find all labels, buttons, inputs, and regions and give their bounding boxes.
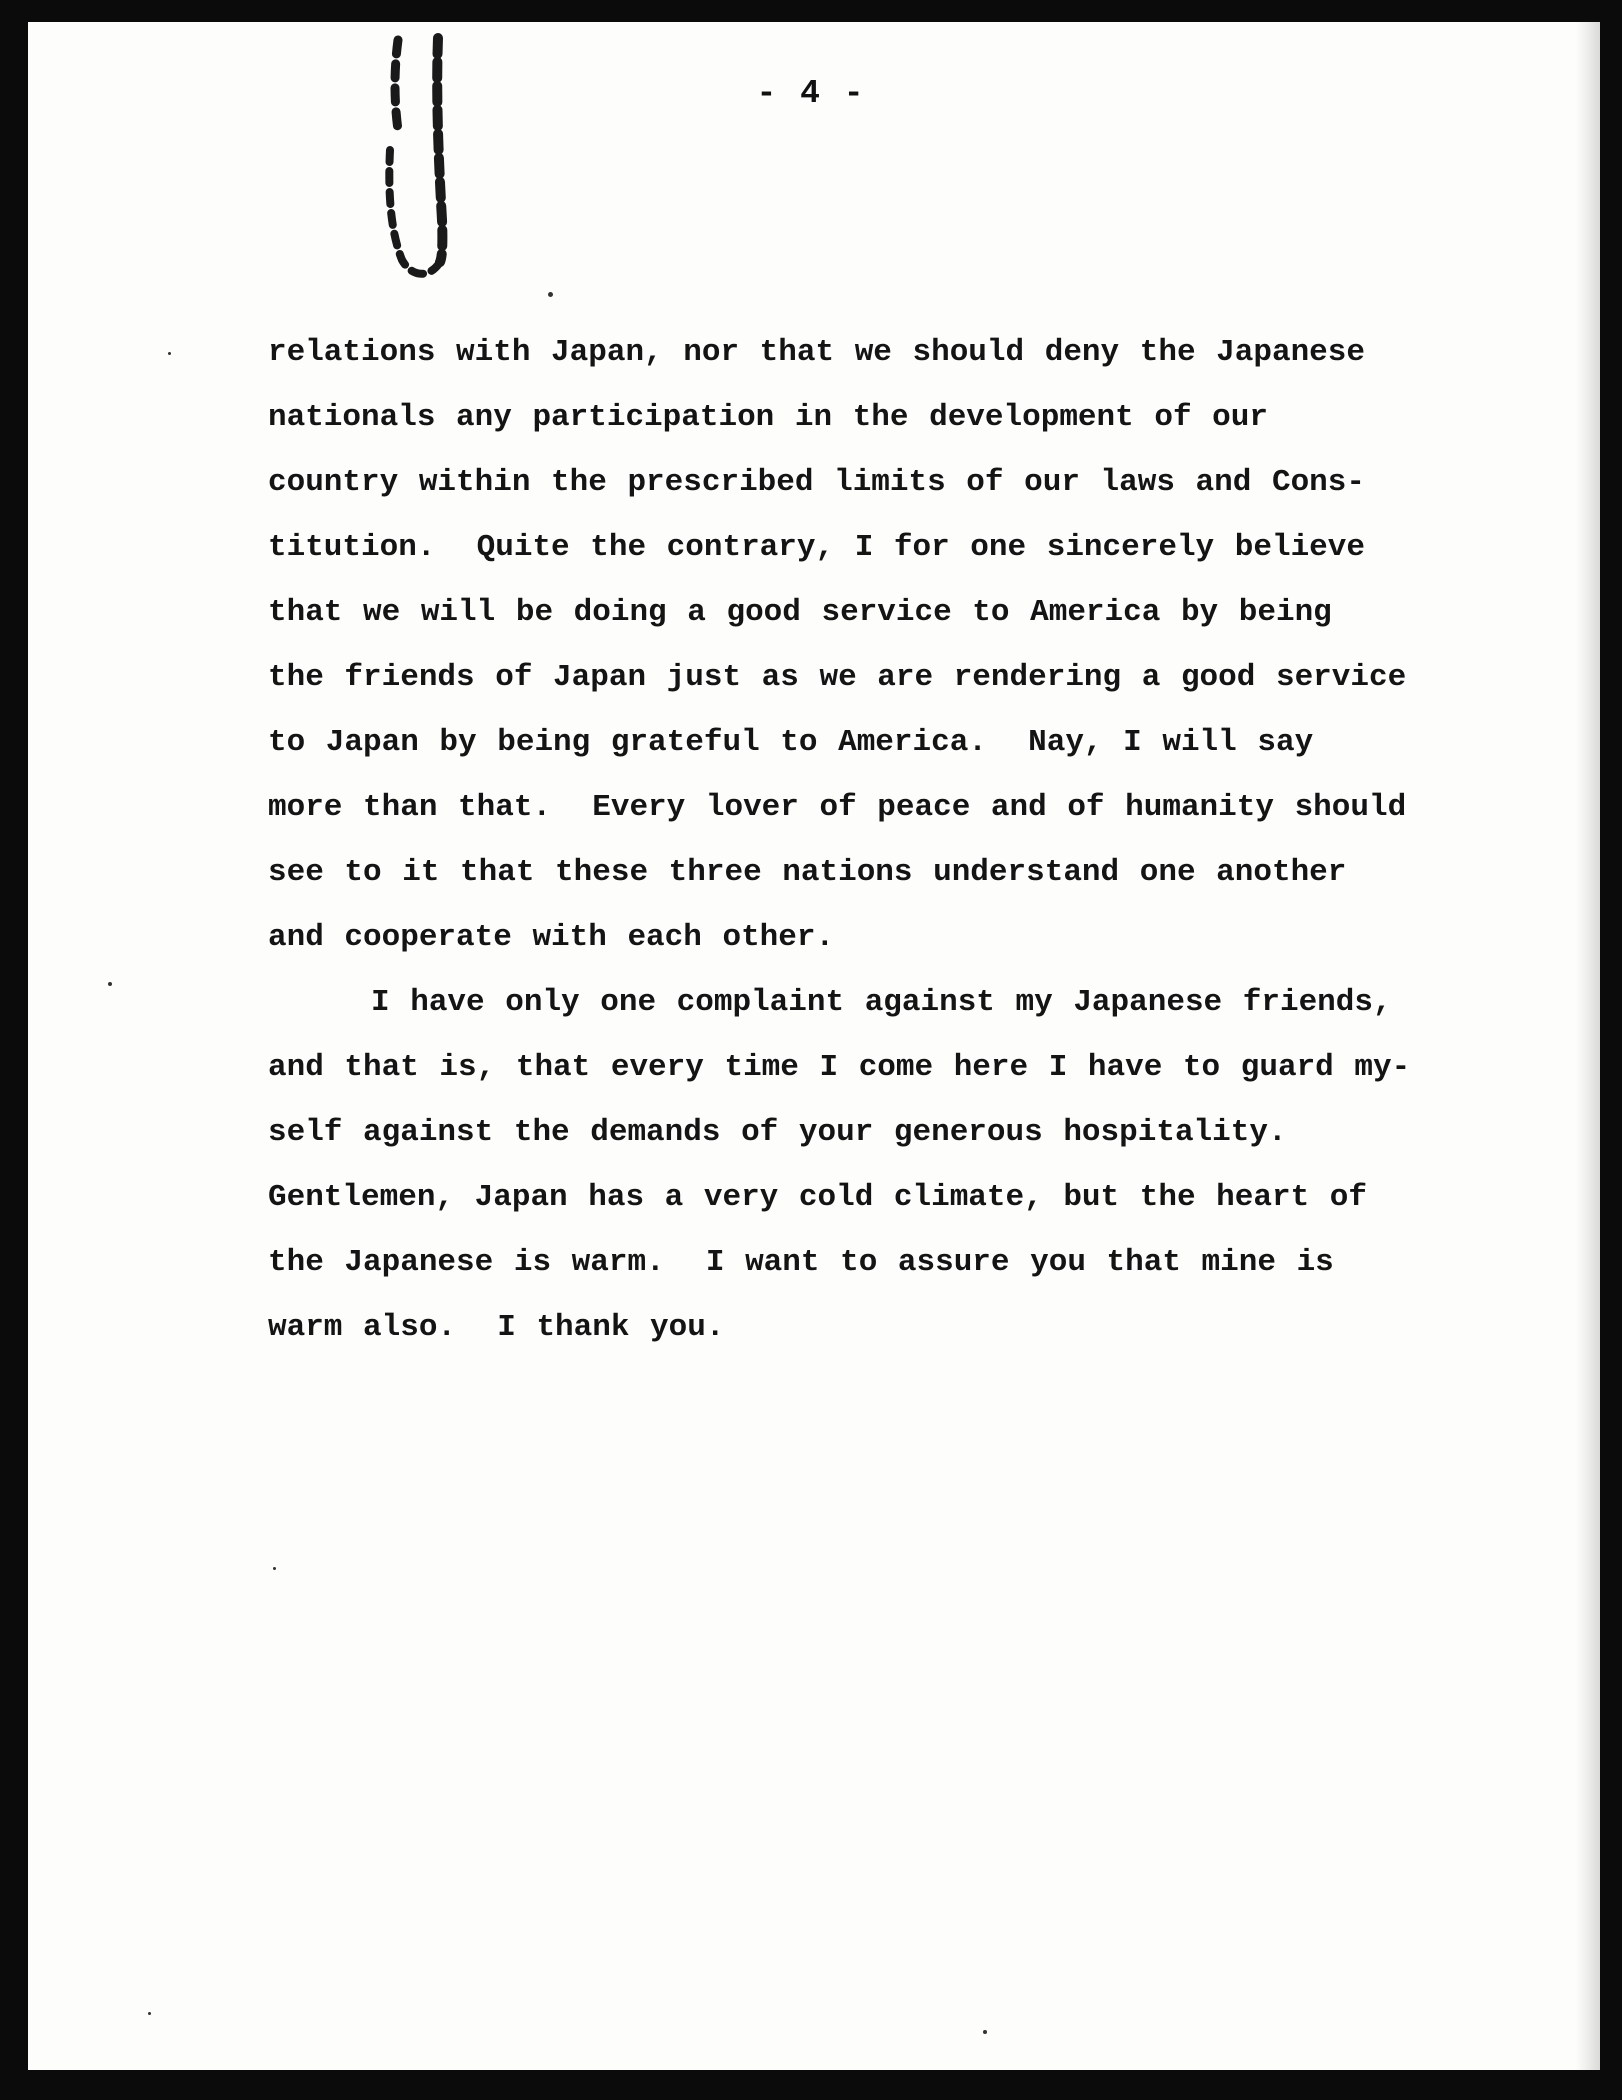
text-line: and that is, that every time I come here I have to guard my-: [268, 1050, 1411, 1085]
text-line: Gentlemen, Japan has a very cold climate, but the heart of: [268, 1180, 1367, 1215]
page-edge-shadow: [1576, 22, 1600, 2070]
text-line: to Japan by being grateful to America. Nay, I will say: [268, 725, 1314, 760]
letter-body: [268, 320, 1498, 1360]
text-line: and cooperate with each other.: [268, 920, 835, 955]
speck: [108, 982, 112, 986]
page-number: - 4 -: [756, 75, 866, 112]
speck: [273, 1567, 276, 1570]
text-line: the friends of Japan just as we are rendering a good service: [268, 660, 1407, 695]
text-line: see to it that these three nations understand one another: [268, 855, 1347, 890]
text-line: self against the demands of your generous hospitality.: [268, 1115, 1287, 1150]
speck: [148, 2012, 151, 2015]
text-line: the Japanese is warm. I want to assure you that mine is: [268, 1245, 1334, 1280]
speck: [983, 2030, 987, 2034]
text-line: warm also. I thank you.: [268, 1310, 725, 1345]
text-line: that we will be doing a good service to America by being: [268, 595, 1332, 630]
speck: [548, 292, 553, 297]
text-line: titution. Quite the contrary, I for one sincerely believe: [268, 530, 1365, 565]
paper-clip-mark: [350, 30, 470, 290]
text-line: country within the prescribed limits of our laws and Cons-: [268, 465, 1365, 500]
paragraph: [268, 320, 1498, 970]
text-line: nationals any participation in the development of our: [268, 400, 1268, 435]
paragraph: [268, 970, 1498, 1360]
text-line: I have only one complaint against my Japanese friends,: [268, 985, 1392, 1020]
speck: [168, 352, 171, 355]
text-line: relations with Japan, nor that we should deny the Japanese: [268, 335, 1365, 370]
text-line: more than that. Every lover of peace and of humanity should: [268, 790, 1407, 825]
